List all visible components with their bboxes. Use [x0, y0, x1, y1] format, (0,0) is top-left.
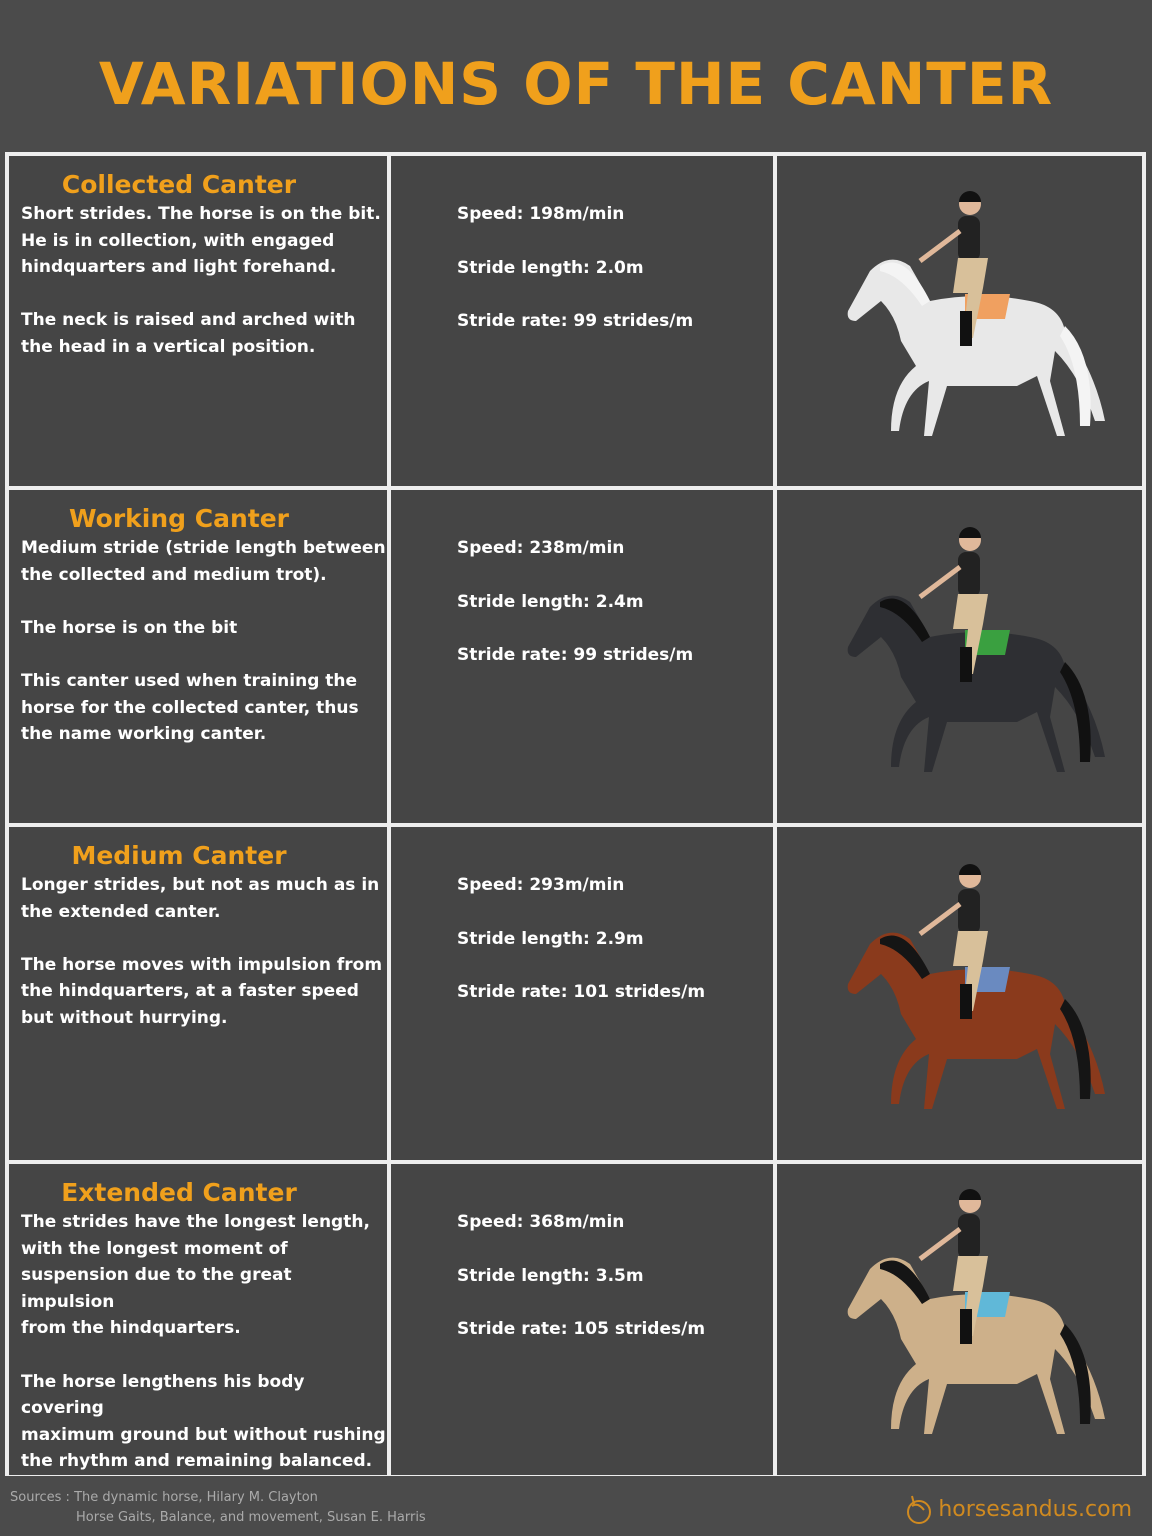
- stride-length: Stride length: 2.9m: [457, 928, 644, 949]
- speed: Speed: 198m/min: [457, 204, 625, 224]
- stride-length: Stride length: 2.0m: [457, 257, 644, 278]
- page-title: VARIATIONS OF THE CANTER: [98, 50, 1054, 118]
- horse-rider-illustration: [810, 849, 1110, 1139]
- stats-cell: [391, 156, 773, 486]
- illustration-cell: [777, 156, 1142, 486]
- stride-length: Stride length: 2.4m: [457, 591, 644, 612]
- source-2: Horse Gaits, Balance, and movement, Susan E. Harris: [76, 1510, 426, 1525]
- description-cell: [9, 1164, 387, 1475]
- canter-description: The strides have the longest length, with the longest moment of suspension due to the great impulsion from the hindquarters. The horse lengthens his body covering maximum ground but without rushing the rhythm and remaining balanced.: [21, 1212, 386, 1472]
- stride-rate: Stride rate: 99 strides/m: [457, 645, 694, 665]
- source-1: Sources : The dynamic horse, Hilary M. Clayton: [10, 1490, 318, 1505]
- horse-logo-icon: [904, 1492, 934, 1526]
- description-cell: [9, 490, 387, 823]
- stats-cell: [391, 490, 773, 823]
- illustration-cell: [777, 827, 1142, 1160]
- description-cell: [9, 156, 387, 486]
- stride-length: Stride length: 3.5m: [457, 1265, 644, 1286]
- site-logo[interactable]: [904, 1492, 1132, 1526]
- stride-rate: Stride rate: 101 strides/m: [457, 982, 706, 1002]
- logo-text: horsesandus.com: [938, 1496, 1132, 1522]
- stride-rate: Stride rate: 105 strides/m: [457, 1319, 706, 1339]
- stride-rate: Stride rate: 99 strides/m: [457, 311, 694, 331]
- canter-description: Medium stride (stride length between the collected and medium trot). The horse is on the bit This canter used when training the horse for the collected canter, thus the name working canter.: [21, 538, 386, 745]
- speed: Speed: 368m/min: [457, 1212, 625, 1232]
- canter-name: Working Canter: [68, 504, 290, 533]
- canter-description: Longer strides, but not as much as in the extended canter. The horse moves with impulsion from the hindquarters, at a faster speed but without hurrying.: [21, 875, 383, 1028]
- horse-rider-illustration: [810, 176, 1110, 466]
- canter-name: Collected Canter: [61, 170, 297, 199]
- canter-name: Extended Canter: [61, 1178, 297, 1207]
- canter-name: Medium Canter: [71, 841, 287, 870]
- illustration-cell: [777, 490, 1142, 823]
- description-cell: [9, 827, 387, 1160]
- stats-cell: [391, 827, 773, 1160]
- illustration-cell: [777, 1164, 1142, 1475]
- stats-cell: [391, 1164, 773, 1475]
- speed: Speed: 293m/min: [457, 875, 625, 895]
- canter-table: [5, 152, 1146, 1476]
- speed: Speed: 238m/min: [457, 538, 625, 558]
- horse-rider-illustration: [810, 1174, 1110, 1464]
- canter-description: Short strides. The horse is on the bit. He is in collection, with engaged hindquarters and light forehand. The neck is raised and arched with the head in a vertical position.: [21, 204, 381, 357]
- horse-rider-illustration: [810, 512, 1110, 802]
- sources: [10, 1488, 426, 1528]
